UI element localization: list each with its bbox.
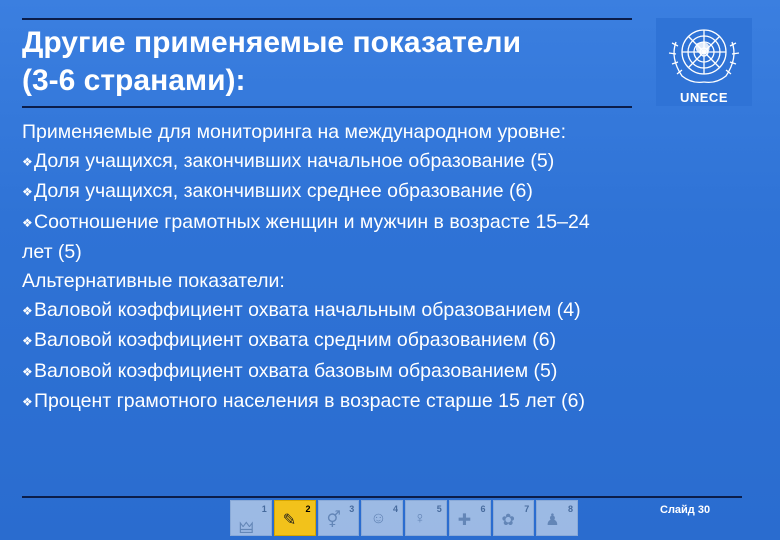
unece-logo-text: UNECE	[679, 90, 728, 105]
bottom-divider	[22, 496, 742, 498]
slide-number: Слайд 30	[660, 504, 711, 516]
list-item: ❖Валовой коэффициент охвата начальным образованием (4)	[22, 296, 762, 326]
mdg-icon-strip	[230, 500, 580, 536]
monitoring-heading: Применяемые для мониторинга на международном уровне:	[22, 121, 567, 143]
slide-body	[22, 118, 762, 417]
top-divider	[22, 18, 632, 20]
diamond-bullet-icon: ❖	[22, 334, 33, 349]
diamond-bullet-icon: ❖	[22, 155, 33, 170]
goal-1-bowl-icon: 🜲 1	[230, 500, 272, 536]
list-item: ❖Соотношение грамотных женщин и мужчин в возрасте 15–24	[22, 208, 762, 238]
list-item-continuation: лет (5)	[22, 240, 82, 263]
diamond-bullet-icon: ❖	[22, 364, 33, 379]
slide-title	[22, 24, 632, 100]
list-item: ❖Доля учащихся, закончивших среднее образование (6)	[22, 177, 762, 207]
goal-8-people-icon: ♟ 8	[536, 500, 578, 536]
title-divider	[22, 106, 632, 108]
list-item: ❖Доля учащихся, закончивших начальное образование (5)	[22, 147, 762, 177]
list-item: ❖Валовой коэффициент охвата базовым образованием (5)	[22, 357, 762, 387]
diamond-bullet-icon: ❖	[22, 304, 33, 319]
goal-2-pencil-icon: ✎ 2	[274, 500, 316, 536]
list-item: ❖Процент грамотного населения в возрасте старше 15 лет (6)	[22, 387, 762, 417]
title-line-1: Другие применяемые показатели	[22, 26, 522, 59]
diamond-bullet-icon: ❖	[22, 215, 33, 230]
diamond-bullet-icon: ❖	[22, 185, 33, 200]
goal-4-child-icon: ☺ 4	[361, 500, 403, 536]
goal-7-plant-icon: ✿ 7	[493, 500, 535, 536]
un-emblem-icon	[656, 18, 752, 90]
list-item: ❖Валовой коэффициент охвата средним образованием (6)	[22, 326, 762, 356]
diamond-bullet-icon: ❖	[22, 394, 33, 409]
goal-3-gender-icon: ⚥ 3	[318, 500, 360, 536]
goal-5-mother-icon: ♀ 5	[405, 500, 447, 536]
goal-6-medicine-icon: ✚ 6	[449, 500, 491, 536]
alternative-heading: Альтернативные показатели:	[22, 270, 285, 293]
title-line-2: (3-6 странами):	[22, 64, 246, 97]
unece-logo	[656, 18, 752, 106]
